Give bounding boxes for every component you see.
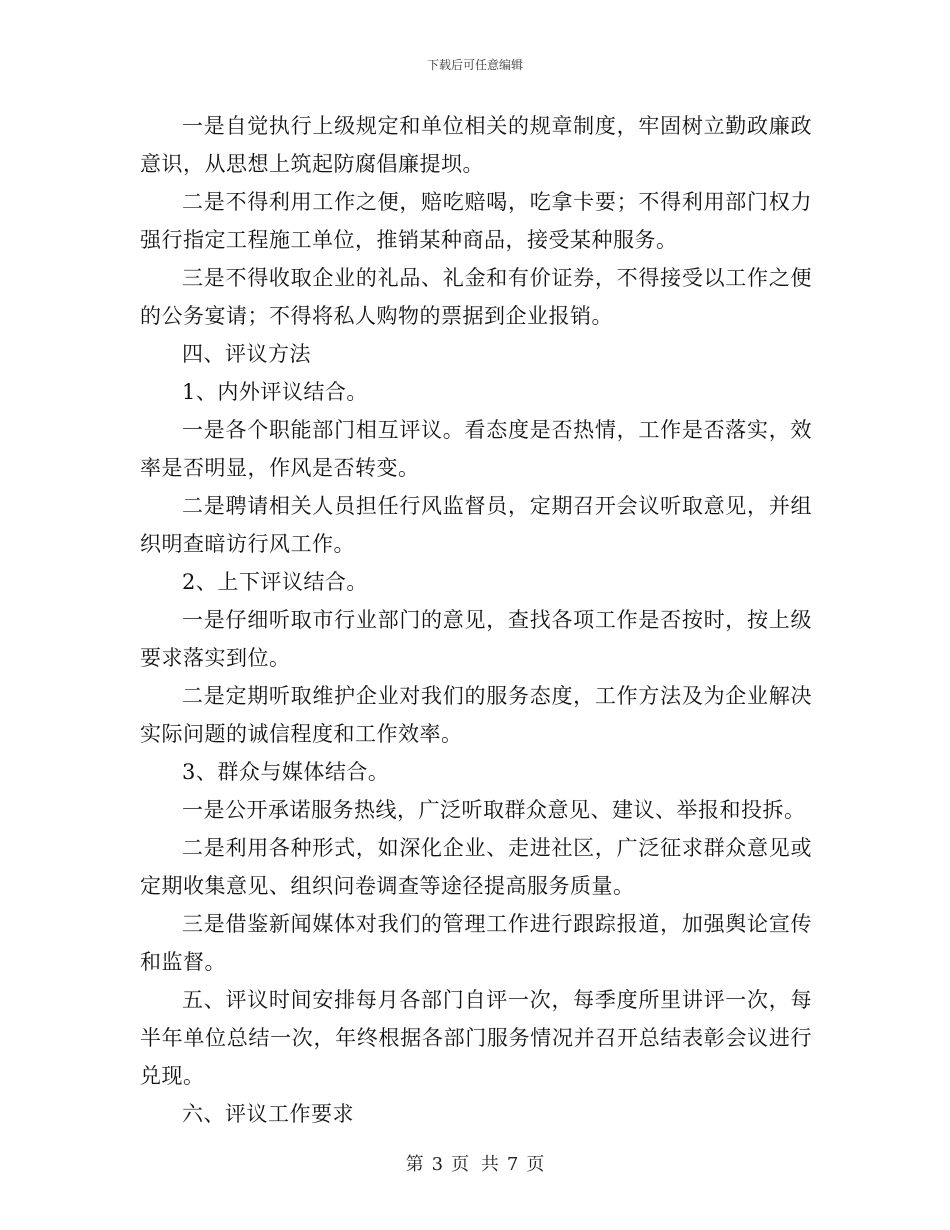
current-page-number: 3 [431, 1154, 444, 1175]
paragraph: 一是各个职能部门相互评议。看态度是否热情，工作是否落实，效率是否明显，作风是否转变。 [140, 418, 812, 480]
paragraph: 一是公开承诺服务热线，广泛听取群众意见、建议、举报和投拆。 [182, 798, 806, 822]
subsection-heading: 2、上下评议结合。 [182, 570, 368, 594]
page-label-mid: 页 共 [451, 1154, 499, 1175]
paragraph: 一是仔细听取市行业部门的意见，查找各项工作是否按时，按上级要求落实到位。 [140, 608, 812, 670]
section-heading: 六、评议工作要求 [182, 1102, 354, 1126]
paragraph: 二是利用各种形式，如深化企业、走进社区，广泛征求群众意见或定期收集意见、组织问卷调查等途径提高服务质量。 [140, 836, 812, 898]
page-label-prefix: 第 [405, 1154, 424, 1175]
page-footer [0, 1150, 950, 1176]
paragraph: 二是不得利用工作之便，赔吃赔喝，吃拿卡要；不得利用部门权力强行指定工程施工单位，推销某种商品，接受某种服务。 [140, 190, 812, 252]
section-heading: 四、评议方法 [182, 342, 311, 366]
total-pages-number: 7 [506, 1154, 519, 1175]
paragraph: 二是定期听取维护企业对我们的服务态度，工作方法及为企业解决实际问题的诚信程度和工作效率。 [140, 684, 812, 746]
paragraph: 三是借鉴新闻媒体对我们的管理工作进行跟踪报道，加强舆论宣传和监督。 [140, 912, 812, 974]
paragraph: 二是聘请相关人员担任行风监督员，定期召开会议听取意见，并组织明查暗访行风工作。 [140, 494, 812, 556]
subsection-heading: 3、群众与媒体结合。 [182, 760, 390, 784]
paragraph: 一是自觉执行上级规定和单位相关的规章制度，牢固树立勤政廉政意识，从思想上筑起防腐倡廉提坝。 [140, 114, 812, 176]
document-body [140, 107, 812, 1133]
page-header: 下载后可任意编辑 [426, 58, 523, 72]
page-label-suffix: 页 [526, 1154, 545, 1175]
paragraph: 三是不得收取企业的礼品、礼金和有价证券，不得接受以工作之便的公务宴请；不得将私人购物的票据到企业报销。 [140, 266, 812, 328]
section-heading: 五、评议时间安排每月各部门自评一次，每季度所里讲评一次，每半年单位总结一次，年终根据各部门服务情况并召开总结表彰会议进行兑现。 [140, 988, 812, 1088]
subsection-heading: 1、内外评议结合。 [182, 380, 368, 404]
